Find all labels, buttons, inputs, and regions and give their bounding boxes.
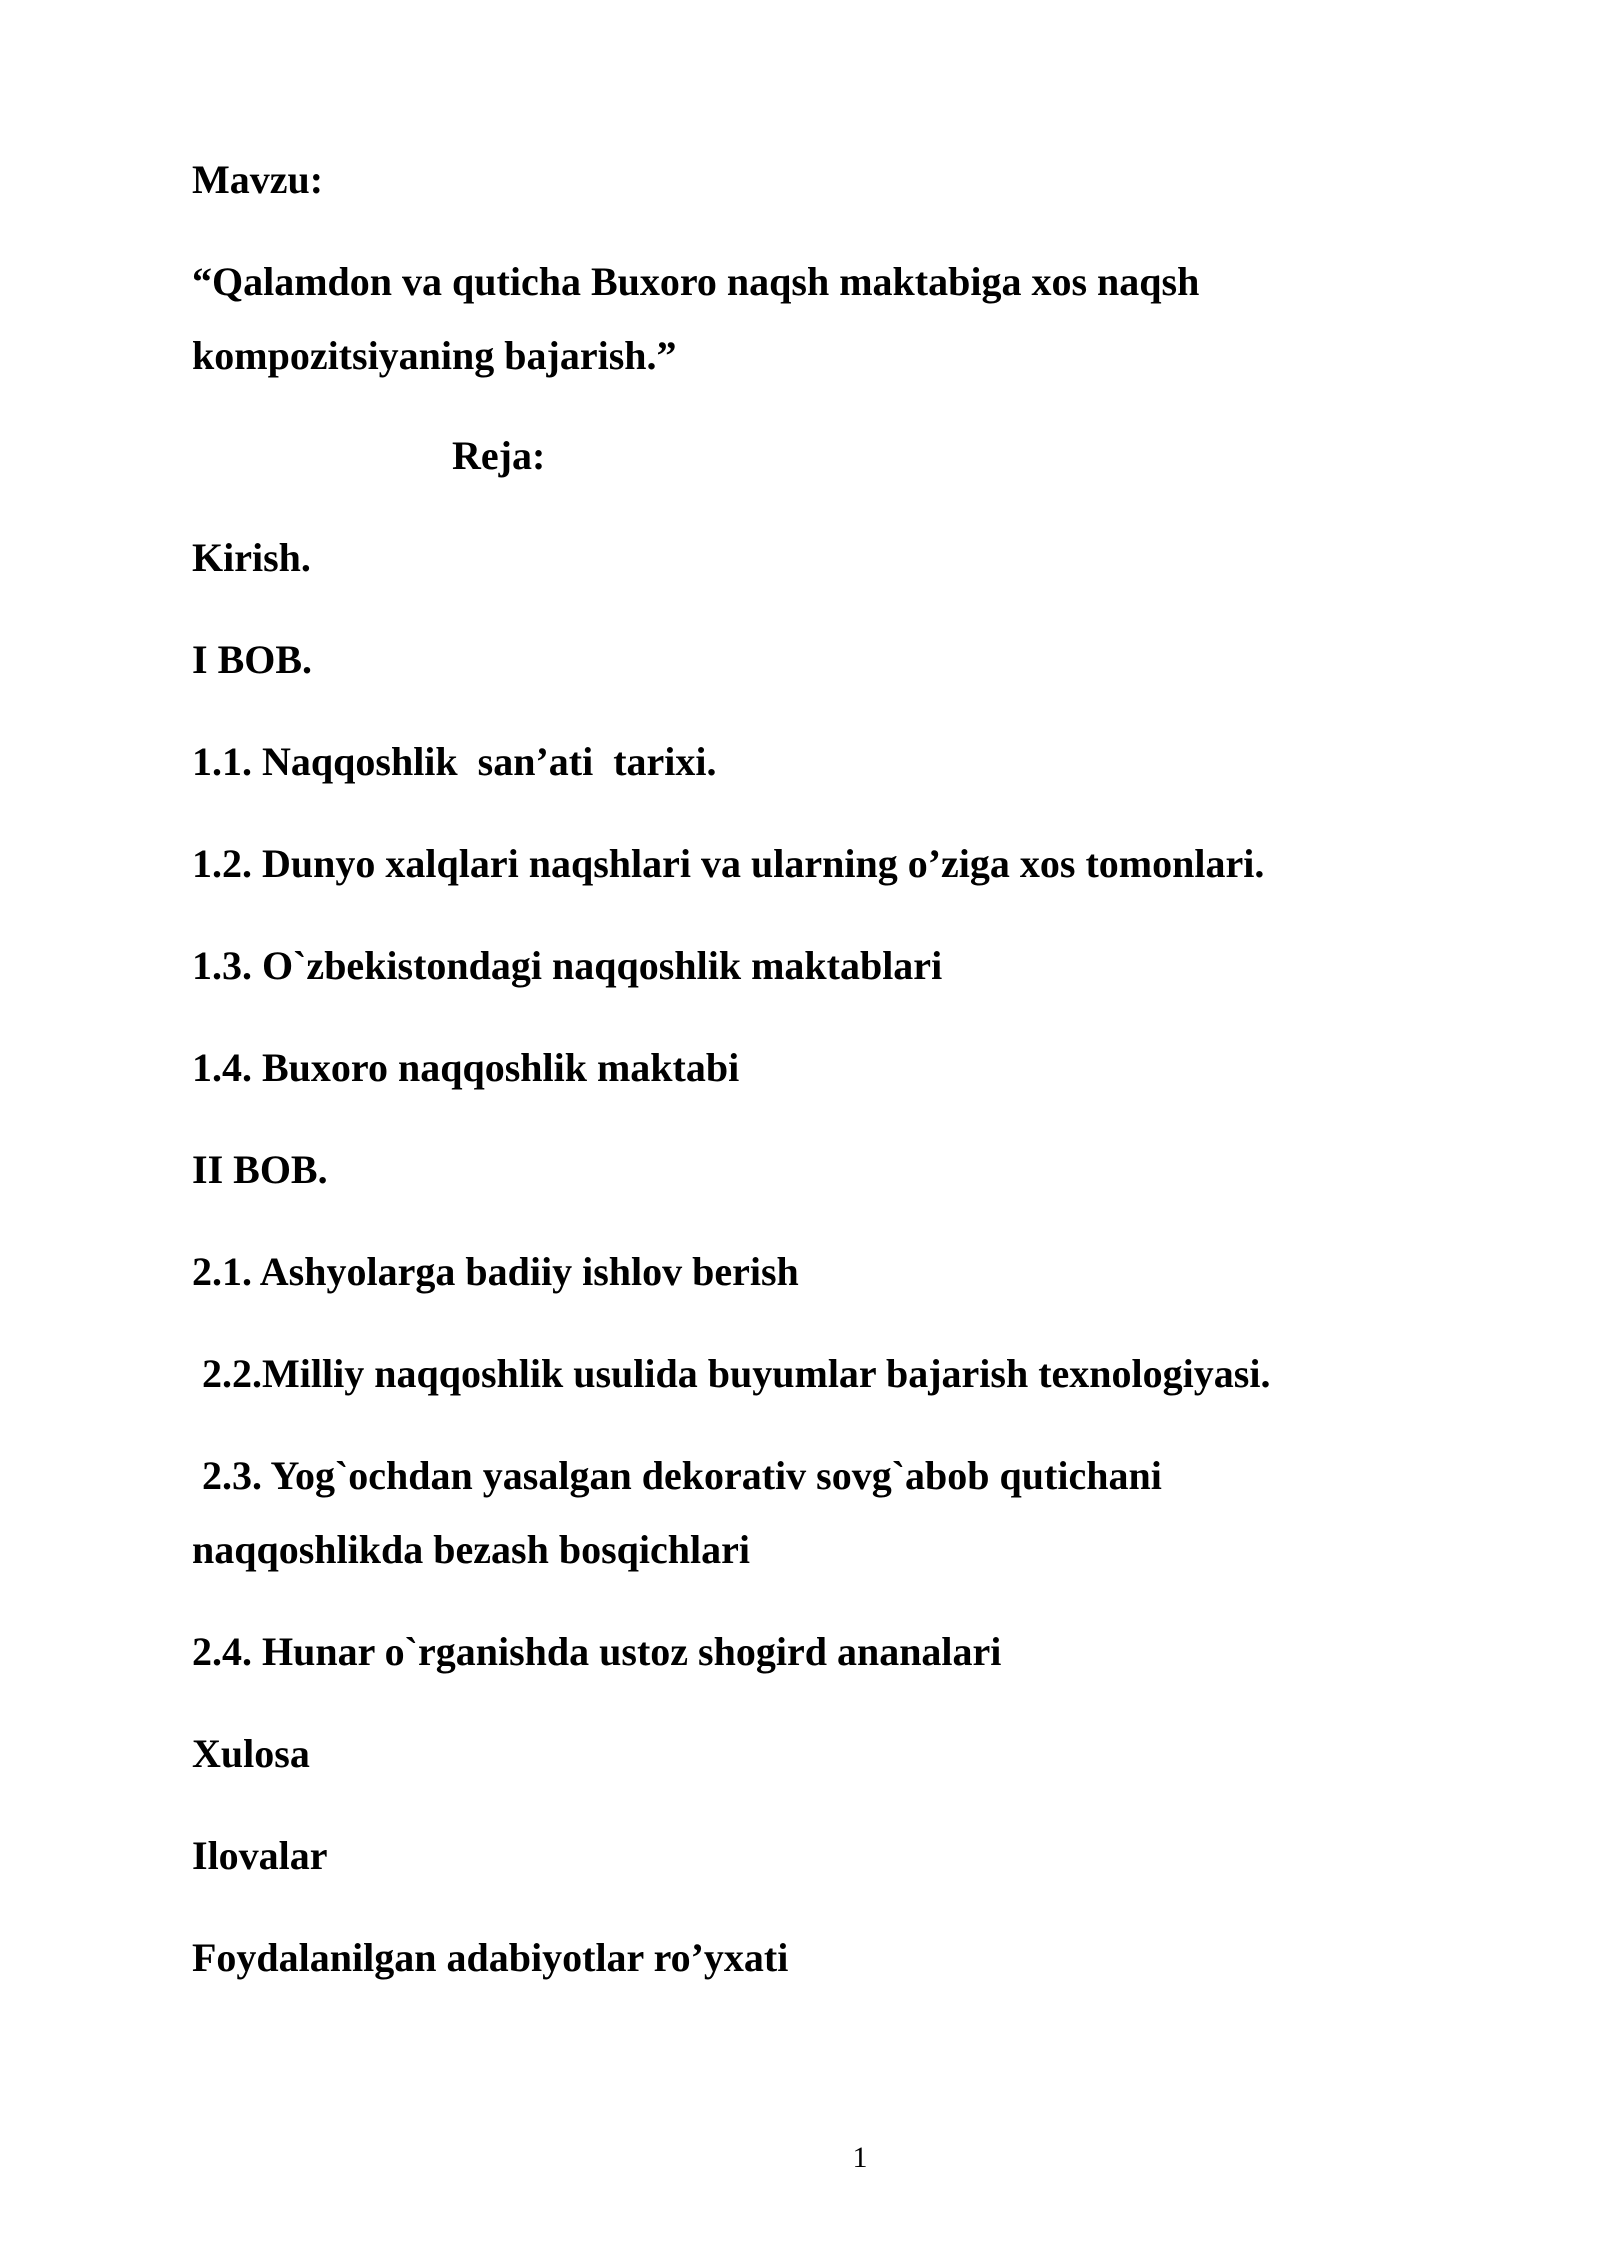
- plan-item-2-2: 2.2.Milliy naqqoshlik usulida buyumlar bajarish texnologiyasi.: [192, 1351, 1271, 1396]
- plan-item-2-3-line-1: 2.3. Yog`ochdan yasalgan dekorativ sovg`abob qutichani: [192, 1453, 1162, 1498]
- plan-label: Reja:: [452, 433, 546, 478]
- plan-item-1-1: 1.1. Naqqoshlik san’ati tarixi.: [192, 739, 717, 784]
- title-line-2: kompozitsiyaning bajarish.”: [192, 333, 677, 378]
- plan-item-1-4: 1.4. Buxoro naqqoshlik maktabi: [192, 1045, 740, 1090]
- plan-item-1-3: 1.3. O`zbekistondagi naqqoshlik maktablari: [192, 943, 943, 988]
- plan-item-2-3-line-2: naqqoshlikda bezash bosqichlari: [192, 1527, 750, 1572]
- plan-item-1-2: 1.2. Dunyo xalqlari naqshlari va ularning o’ziga xos tomonlari.: [192, 841, 1265, 886]
- page-number: 1: [852, 2141, 868, 2174]
- plan-item-2-4: 2.4. Hunar o`rganishda ustoz shogird ananalari: [192, 1629, 1002, 1674]
- plan-item-appendices: Ilovalar: [192, 1833, 328, 1878]
- plan-item-2-1: 2.1. Ashyolarga badiiy ishlov berish: [192, 1249, 799, 1294]
- topic-label: Mavzu:: [192, 157, 324, 202]
- plan-item-chapter-1: I BOB.: [192, 637, 313, 682]
- plan-item-references: Foydalanilgan adabiyotlar ro’yxati: [192, 1935, 789, 1980]
- plan-item-chapter-2: II BOB.: [192, 1147, 328, 1192]
- plan-item-introduction: Kirish.: [192, 535, 311, 580]
- plan-item-conclusion: Xulosa: [192, 1731, 310, 1776]
- title-line-1: “Qalamdon va quticha Buxoro naqsh maktabiga xos naqsh: [192, 259, 1200, 304]
